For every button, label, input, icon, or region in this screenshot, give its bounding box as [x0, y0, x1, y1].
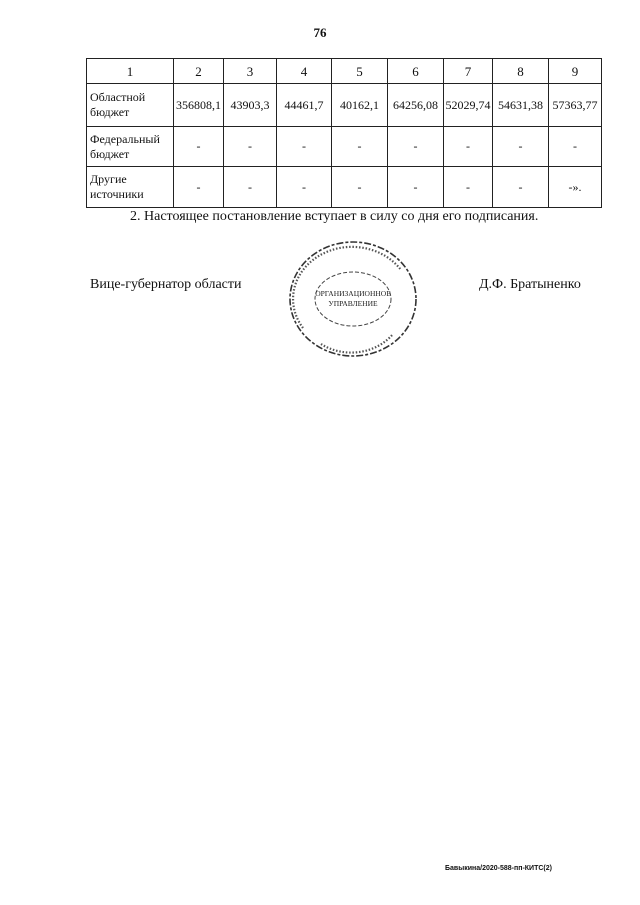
table-cell: -	[174, 167, 224, 208]
table-cell: -	[549, 127, 602, 167]
document-code: Бавыкина/2020-588-пп-КИТС(2)	[445, 865, 552, 872]
signatory-name: Д.Ф. Братыненко	[479, 277, 581, 292]
column-header: 9	[549, 59, 602, 84]
table-cell: -».	[549, 167, 602, 208]
column-header: 5	[332, 59, 388, 84]
page-number: 76	[313, 25, 327, 40]
column-header: 7	[444, 59, 493, 84]
table-cell: 44461,7	[277, 84, 332, 127]
table-cell: 356808,1	[174, 84, 224, 127]
row-label: Федеральный бюджет	[87, 127, 174, 167]
table-cell: 43903,3	[224, 84, 277, 127]
column-header: 2	[174, 59, 224, 84]
row-label: Другие источники	[87, 167, 174, 208]
column-header: 4	[277, 59, 332, 84]
table-cell: -	[277, 167, 332, 208]
stamp-lower-lettering	[321, 334, 393, 353]
table-cell: 54631,38	[493, 84, 549, 127]
table-cell: -	[388, 127, 444, 167]
effective-date-paragraph: 2. Настоящее постановление вступает в силу со дня его подписания.	[130, 209, 539, 224]
table-cell: -	[224, 127, 277, 167]
table-cell: -	[277, 127, 332, 167]
table-cell: -	[444, 127, 493, 167]
stamp-center-line2: УПРАВЛЕНИЕ	[328, 299, 378, 308]
signatory-title: Вице-губернатор области	[90, 277, 242, 292]
table-cell: -	[388, 167, 444, 208]
row-label: Областной бюджет	[87, 84, 174, 127]
table-cell: -	[174, 127, 224, 167]
table-cell: -	[332, 127, 388, 167]
table-cell: 40162,1	[332, 84, 388, 127]
official-stamp-icon	[283, 236, 423, 366]
table-cell: -	[444, 167, 493, 208]
table-header-row	[87, 59, 602, 84]
table-cell: 52029,74	[444, 84, 493, 127]
stamp-center-line1: ОРГАНИЗАЦИОННОЕ	[315, 289, 391, 298]
table-cell: -	[224, 167, 277, 208]
table-row	[87, 167, 602, 208]
budget-table	[86, 58, 602, 208]
column-header: 8	[493, 59, 549, 84]
table-row	[87, 127, 602, 167]
column-header: 1	[87, 59, 174, 84]
table-cell: 64256,08	[388, 84, 444, 127]
table-cell: 57363,77	[549, 84, 602, 127]
table-cell: -	[493, 167, 549, 208]
table-cell: -	[332, 167, 388, 208]
column-header: 3	[224, 59, 277, 84]
table-row	[87, 84, 602, 127]
table-cell: -	[493, 127, 549, 167]
column-header: 6	[388, 59, 444, 84]
